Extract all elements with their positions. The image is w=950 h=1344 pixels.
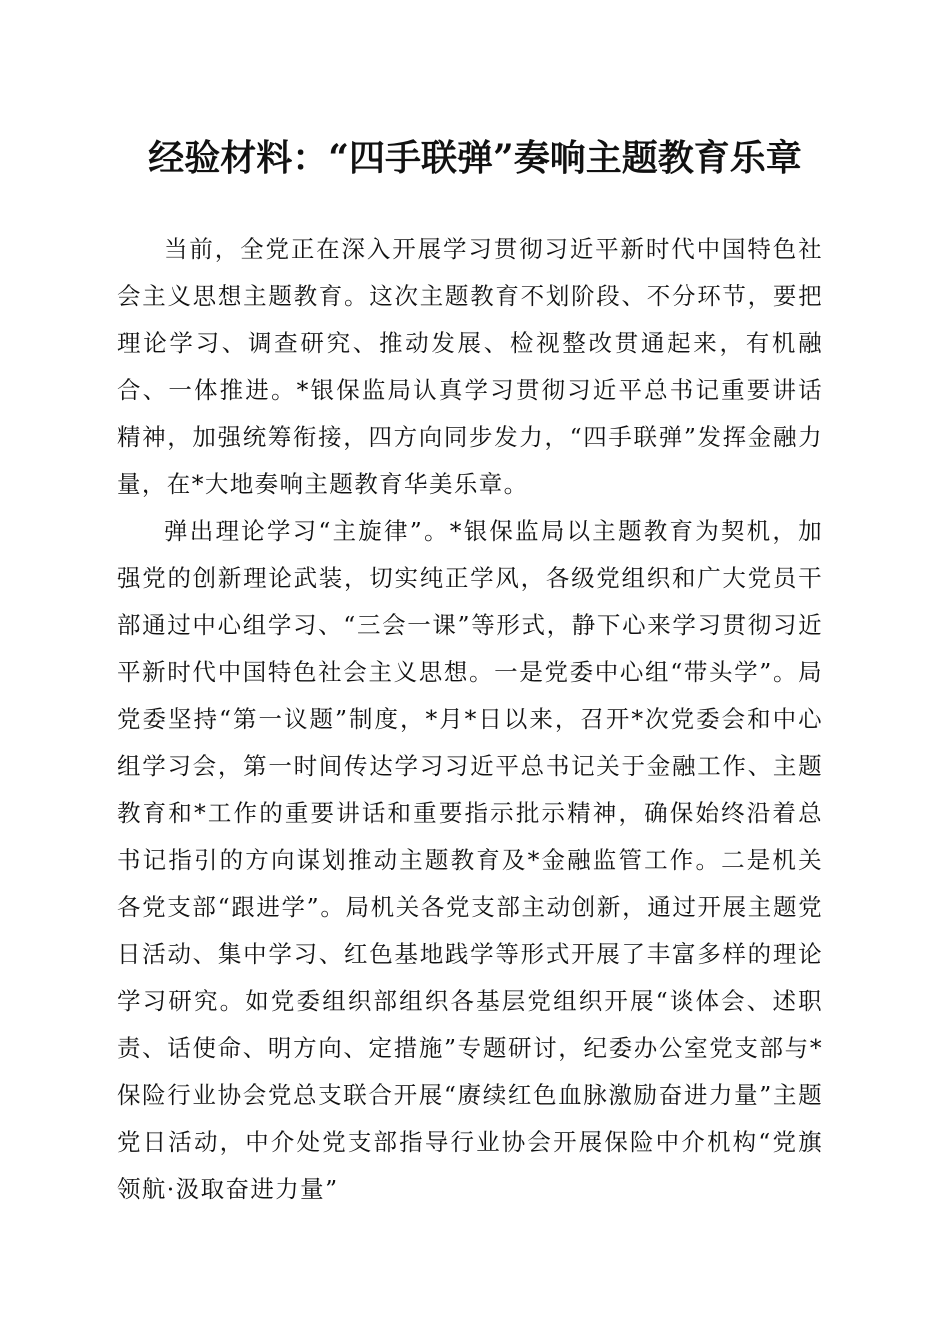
document-body — [117, 226, 823, 1213]
document-title: 经验材料：“四手联弹”奏响主题教育乐章 — [148, 137, 802, 179]
paragraph-theory-study: 弹出理论学习“主旋律”。*银保监局以主题教育为契机，加强党的创新理论武装，切实纯正学风，各级党组织和广大党员干部通过中心组学习、“三会一课”等形式，静下心来学习贯彻习近平新时代中国特色社会主义思想。一是党委中心组“带头学”。局党委坚持“第一议题”制度，*月*日以来，召开*次党委会和中心组学习会，第一时间传达学习习近平总书记关于金融工作、主题教育和*工作的重要讲话和重要指示批示精神，确保始终沿着总书记指引的方向谋划推动主题教育及*金融监管工作。二是机关各党支部“跟进学”。局机关各党支部主动创新，通过开展主题党日活动、集中学习、红色基地践学等形式开展了丰富多样的理论学习研究。如党委组织部组织各基层党组织开展“谈体会、述职责、话使命、明方向、定措施”专题研讨，纪委办公室党支部与*保险行业协会党总支联合开展“赓续红色血脉激励奋进力量”主题党日活动，中介处党支部指导行业协会开展保险中介机构“党旗领航·汲取奋进力量” — [117, 517, 823, 1203]
paragraph-intro: 当前，全党正在深入开展学习贯彻习近平新时代中国特色社会主义思想主题教育。这次主题教育不划阶段、不分环节，要把理论学习、调查研究、推动发展、检视整改贯通起来，有机融合、一体推进。*银保监局认真学习贯彻习近平总书记重要讲话精神，加强统筹衔接，四方向同步发力，“四手联弹”发挥金融力量，在*大地奏响主题教育华美乐章。 — [117, 235, 823, 498]
